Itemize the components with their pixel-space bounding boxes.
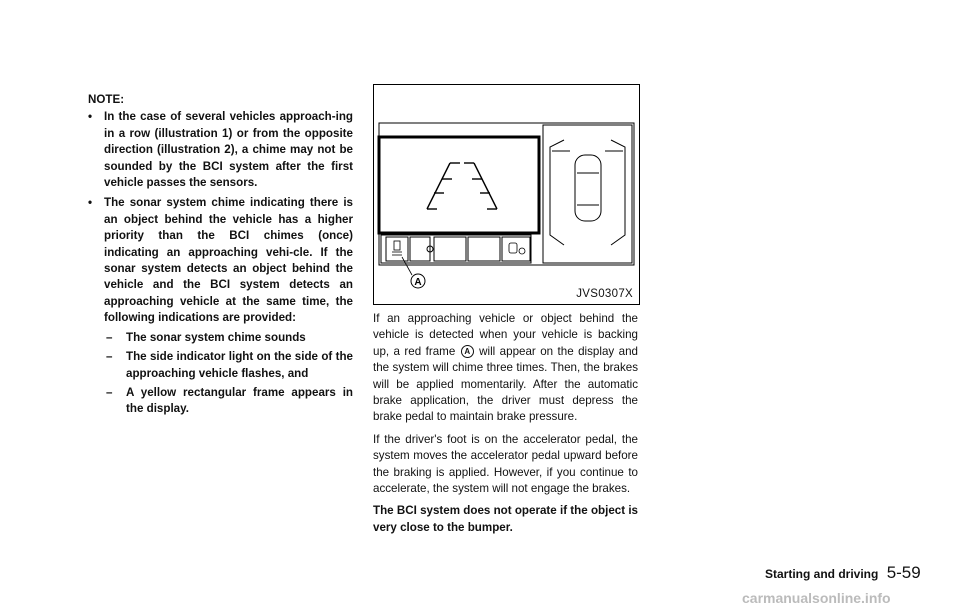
- sonar-icon: [392, 241, 402, 255]
- guide-lines: [427, 163, 497, 209]
- top-view-car: [550, 140, 625, 245]
- red-frame: [379, 137, 539, 233]
- watermark: carmanualsonline.info: [742, 590, 891, 606]
- dash-marker: –: [106, 385, 113, 399]
- dash-marker: –: [106, 350, 113, 364]
- frame-marker: A: [461, 345, 474, 358]
- page-number: 5-59: [886, 563, 921, 582]
- paragraph: [373, 311, 638, 426]
- callout-letter: A: [414, 277, 422, 288]
- sub-item-text: A yellow rectangular frame appears in the display.: [126, 385, 353, 416]
- bullet-text: The sonar system chime indicating there is an object behind the vehicle has a higher priority than the BCI chimes (once) indicating an approaching vehi-cle. If the sonar system detects an object behind the vehicle and the BCI system detects an approaching vehicle at the same time, the following indications are provided:: [104, 196, 353, 325]
- top-view-panel: [543, 125, 632, 263]
- section-title: Starting and driving: [765, 567, 879, 581]
- paragraph-text: If an approaching vehicle or object behind the vehicle is detected when your vehicle is backing up, a red frame: [373, 312, 638, 358]
- note-bullet: [88, 109, 353, 191]
- sub-item: [104, 349, 353, 382]
- bullet-text: In the case of several vehicles approach-ing in a row (illustration 1) or from the opposite direction (illustration 2), a chime may not be sounded by the BCI system after the first vehicle passes the sensors.: [104, 110, 353, 190]
- display-illustration: [373, 84, 640, 305]
- bullet-marker: •: [88, 196, 93, 210]
- paragraph: If the driver's foot is on the accelerator pedal, the system moves the accelerator pedal upward before the braking is applied. However, if you continue to accelerate, the system will not engage the brakes.: [373, 432, 638, 496]
- sub-item-text: The side indicator light on the side of the approaching vehicle flashes, and: [126, 350, 353, 380]
- note-heading: NOTE:: [88, 93, 125, 106]
- paragraph-text: will appear on the display and the system will chime three times. Then, the brakes will be applied momentarily. After the automatic brake application, the driver must depress the brake pedal to maintain brake pressure.: [373, 344, 638, 424]
- sub-item-text: The sonar system chime sounds: [126, 330, 306, 344]
- note-bullet: [88, 195, 353, 417]
- rear-camera-display-diagram: [374, 85, 639, 304]
- paragraph-bold: The BCI system does not operate if the object is very close to the bumper.: [373, 504, 638, 534]
- sub-item: [104, 330, 353, 346]
- sub-item: [104, 385, 353, 418]
- dash-marker: –: [106, 330, 113, 344]
- figure-code: JVS0307X: [576, 288, 633, 300]
- body-text: [373, 311, 638, 542]
- page-footer: [765, 563, 921, 583]
- screen-outline: [379, 123, 634, 265]
- note-section: [88, 92, 353, 422]
- car-settings-icon: [509, 243, 525, 254]
- bullet-marker: •: [88, 110, 93, 124]
